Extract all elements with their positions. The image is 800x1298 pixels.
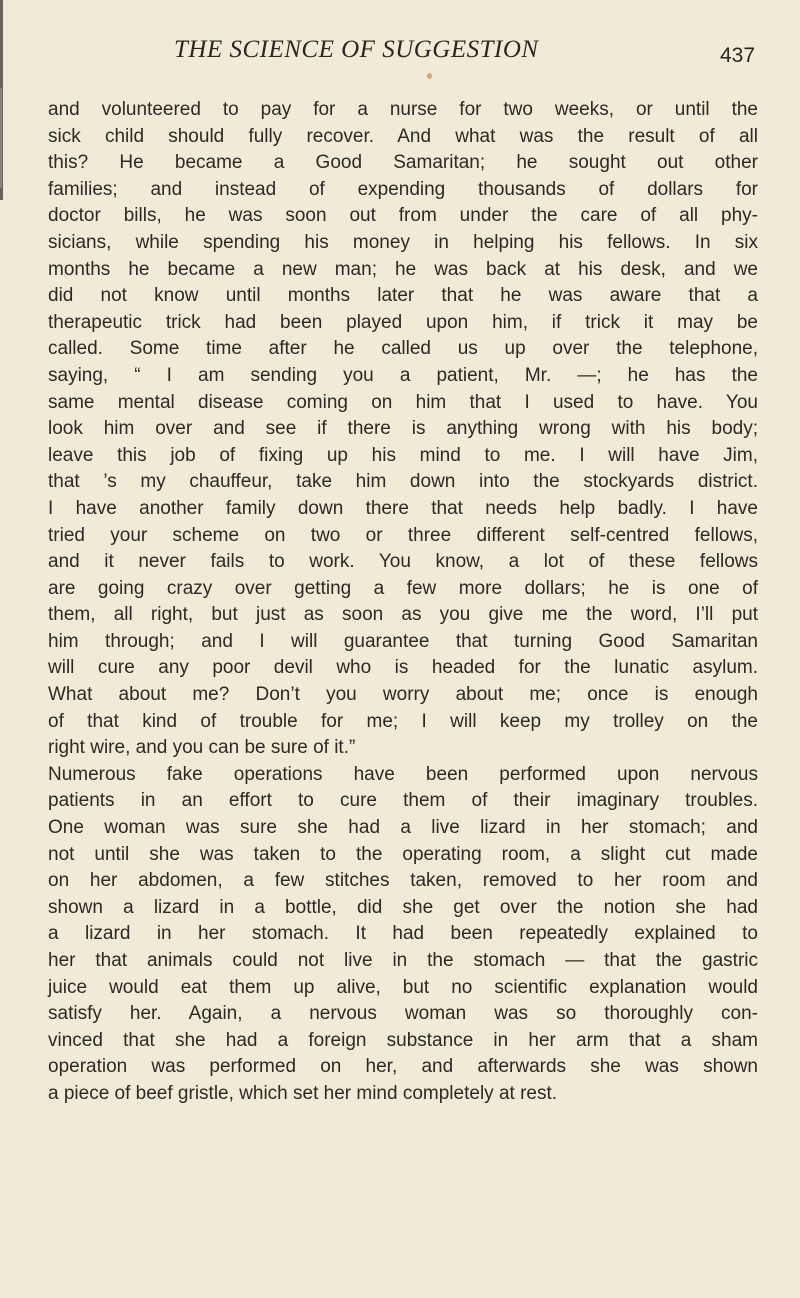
text-line: a piece of beef gristle, which set her mind completely at rest. [48, 1082, 558, 1104]
text-line: her that animals could not live in the stomach — that the gastric [48, 950, 758, 971]
ink-spot [427, 73, 432, 79]
page-edge-shadow-inner [0, 88, 2, 188]
text-line: same mental disease coming on him that I used to have. You [48, 391, 758, 413]
text-line: on her abdomen, a few stitches taken, removed to her room and [48, 870, 758, 892]
text-line: will cure any poor devil who is headed for the lunatic asylum. [48, 657, 758, 679]
text-line: look him over and see if there is anything wrong with his body; [48, 418, 758, 440]
text-line: juice would eat them up alive, but no scientific explanation would [48, 976, 758, 998]
text-line: and volunteered to pay for a nurse for two weeks, or until the [48, 99, 758, 120]
text-line: sicians, while spending his money in helping his fellows. In six [48, 231, 758, 253]
text-line: months he became a new man; he was back at his desk, and we [48, 258, 758, 280]
text-line: One woman was sure she had a live lizard in her stomach; and [48, 817, 758, 839]
text-line: and it never fails to work. You know, a lot of these fellows [48, 551, 758, 573]
text-line: operation was performed on her, and afterwards she was shown [48, 1056, 758, 1078]
text-line: him through; and I will guarantee that turning Good Samaritan [48, 630, 758, 652]
text-line: did not know until months later that he was aware that a [48, 285, 758, 307]
text-line: not until she was taken to the operating room, a slight cut made [48, 843, 758, 865]
text-line: What about me? Don’t you worry about me; once is enough [48, 684, 758, 706]
text-line: shown a lizard in a bottle, did she get over the notion she had [48, 896, 758, 918]
text-line: leave this job of fixing up his mind to me. I will have Jim, [48, 444, 758, 466]
text-line: vinced that she had a foreign substance in her arm that a sham [48, 1029, 758, 1051]
text-line: Numerous fake operations have been performed upon nervous [48, 763, 758, 785]
text-line: sick child should fully recover. And what was the result of all [48, 125, 758, 147]
running-header [0, 36, 800, 72]
text-line: families; and instead of expending thousands of dollars for [48, 178, 758, 200]
text-line: I have another family down there that needs help badly. I have [48, 497, 758, 519]
text-line: are going crazy over getting a few more dollars; he is one of [48, 577, 758, 599]
text-line: this? He became a Good Samaritan; he sought out other [48, 152, 758, 174]
text-line: satisfy her. Again, a nervous woman was so thoroughly con- [48, 1003, 758, 1025]
page-number: 437 [720, 44, 756, 67]
body-text [48, 97, 758, 1108]
text-line: doctor bills, he was soon out from under the care of all phy- [48, 205, 758, 227]
text-line: called. Some time after he called us up over the telephone, [48, 338, 758, 360]
text-line: therapeutic trick had been played upon him, if trick it may be [48, 311, 758, 333]
text-line: saying, “ I am sending you a patient, Mr. —; he has the [48, 364, 758, 386]
text-line: patients in an effort to cure them of their imaginary troubles. [48, 790, 758, 812]
text-line: them, all right, but just as soon as you give me the word, I’ll put [48, 604, 758, 626]
text-line: that ’s my chauffeur, take him down into the stockyards district. [48, 471, 758, 493]
running-title: THE SCIENCE OF SUGGESTION [174, 36, 539, 63]
text-line: a lizard in her stomach. It had been repeatedly explained to [48, 923, 758, 945]
text-line: right wire, and you can be sure of it.” [48, 737, 356, 759]
text-line: of that kind of trouble for me; I will keep my trolley on the [48, 710, 758, 732]
text-line: tried your scheme on two or three different self-centred fellows, [48, 524, 758, 546]
